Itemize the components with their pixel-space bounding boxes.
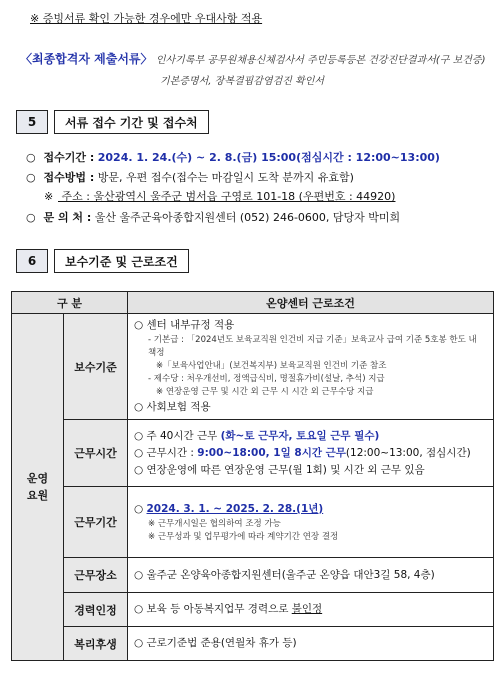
pay-line-4: - 제수당 : 처우개선비, 정액급식비, 명절휴가비(설날, 추석) 지급 — [148, 374, 385, 384]
bullet: ○ — [26, 171, 36, 184]
bullet: ○ — [26, 211, 36, 224]
row-label-hours: 근무시간 — [64, 420, 128, 487]
bullet: ※ — [44, 190, 54, 203]
hours-line-2: ○ 근무시간 : 9:00~18:00, 1일 8시간 근무(12:00~13:00, 점심시간) — [134, 446, 471, 459]
address-line — [44, 188, 395, 204]
receipt-method-line — [26, 169, 354, 185]
header-category: 구 분 — [12, 292, 128, 314]
header-conditions: 온양센터 근로조건 — [128, 292, 494, 314]
address-value: 울산광역시 울주군 범서읍 구영로 101-18 (우편번호 : 44920) — [93, 190, 396, 203]
work-conditions-table — [11, 291, 494, 661]
row-label-place: 근무장소 — [64, 558, 128, 593]
section-5-title: 서류 접수 기간 및 접수처 — [54, 110, 209, 134]
receipt-method-label: 접수방법 : — [43, 171, 95, 184]
row-label-period: 근무기간 — [64, 487, 128, 558]
career-content: ○ 보육 등 아동복지업무 경력으로 불인정 — [128, 593, 494, 627]
preferential-notice: ※ 증빙서류 확인 가능한 경우에만 우대사항 적용 — [30, 12, 263, 25]
receipt-period-label: 접수기간 : — [43, 151, 95, 164]
bullet: ○ — [26, 151, 36, 164]
period-line-3: ※ 근무성과 및 업무평가에 따라 계약기간 연장 결정 — [148, 531, 339, 542]
final-docs-list-1: 인사기록부 공무원채용신체검사서 주민등록등본 건강진단결과서(구 보건증) — [155, 55, 486, 66]
welfare-content: ○ 근로기준법 준용(연월차 휴가 등) — [128, 627, 494, 661]
section-5-header — [16, 110, 209, 134]
pay-line-2: - 기본급 : 「2024년도 보육교직원 인건비 지급 기준」보육교사 급여 기준 5호봉 한도 내 책정 — [148, 335, 477, 358]
row-label-pay: 보수기준 — [64, 314, 128, 420]
address-label: 주소 : — [61, 190, 90, 203]
row-label-welfare: 복리후생 — [64, 627, 128, 661]
receipt-period-line — [26, 149, 440, 165]
final-docs-list-2: 기본증명서, 장복결핍감염검진 확인서 — [160, 76, 325, 87]
period-line-1: ○ 2024. 3. 1. ~ 2025. 2. 28.(1년) — [134, 502, 324, 515]
pay-line-5: ※ 연장운영 근무 및 시간 외 근무 시 시간 외 근무수당 지급 — [156, 387, 374, 397]
final-docs-line1 — [20, 50, 486, 67]
section-6-number: 6 — [16, 249, 48, 273]
receipt-period-value: 2024. 1. 24.(수) ~ 2. 8.(금) 15:00(점심시간 : 12:00~13:00) — [97, 151, 440, 164]
receipt-method-value: 방문, 우편 접수(접수는 마감일시 도착 분까지 유효함) — [97, 171, 354, 184]
table-header-row — [12, 292, 494, 314]
hours-content — [128, 420, 494, 487]
section-6-header — [16, 249, 189, 273]
pay-line-3: ※「보육사업안내」(보건복지부) 보육교직원 인건비 기준 참조 — [156, 361, 387, 371]
section-6-title: 보수기준 및 근로조건 — [54, 249, 189, 273]
period-content — [128, 487, 494, 558]
table-row — [12, 627, 494, 661]
table-row — [12, 558, 494, 593]
table-row — [12, 314, 494, 420]
section-5-number: 5 — [16, 110, 48, 134]
group-label: 운영 요원 — [12, 314, 64, 661]
pay-line-6: ○ 사회보험 적용 — [134, 401, 211, 413]
row-label-career: 경력인정 — [64, 593, 128, 627]
table-row — [12, 420, 494, 487]
place-content: ○ 울주군 온양육아종합지원센터(울주군 온양읍 대안3길 58, 4층) — [128, 558, 494, 593]
period-line-2: ※ 근무개시일은 협의하여 조정 가능 — [148, 518, 281, 529]
table-row — [12, 593, 494, 627]
table-row — [12, 487, 494, 558]
final-docs-title: 〈최종합격자 제출서류〉 — [20, 52, 153, 66]
hours-line-1: ○ 주 40시간 근무 (화~토 근무자, 토요일 근무 필수) — [134, 429, 380, 442]
contact-line — [26, 209, 400, 225]
pay-content — [128, 314, 494, 420]
pay-line-1: ○ 센터 내부규정 적용 — [134, 319, 235, 331]
contact-label: 문 의 처 : — [43, 211, 92, 224]
hours-line-3: ○ 연장운영에 따른 연장운영 근무(월 1회) 및 시간 외 근무 있음 — [134, 463, 425, 476]
contact-value: 울산 울주군육아종합지원센터 (052) 246-0600, 담당자 박미희 — [94, 211, 401, 224]
